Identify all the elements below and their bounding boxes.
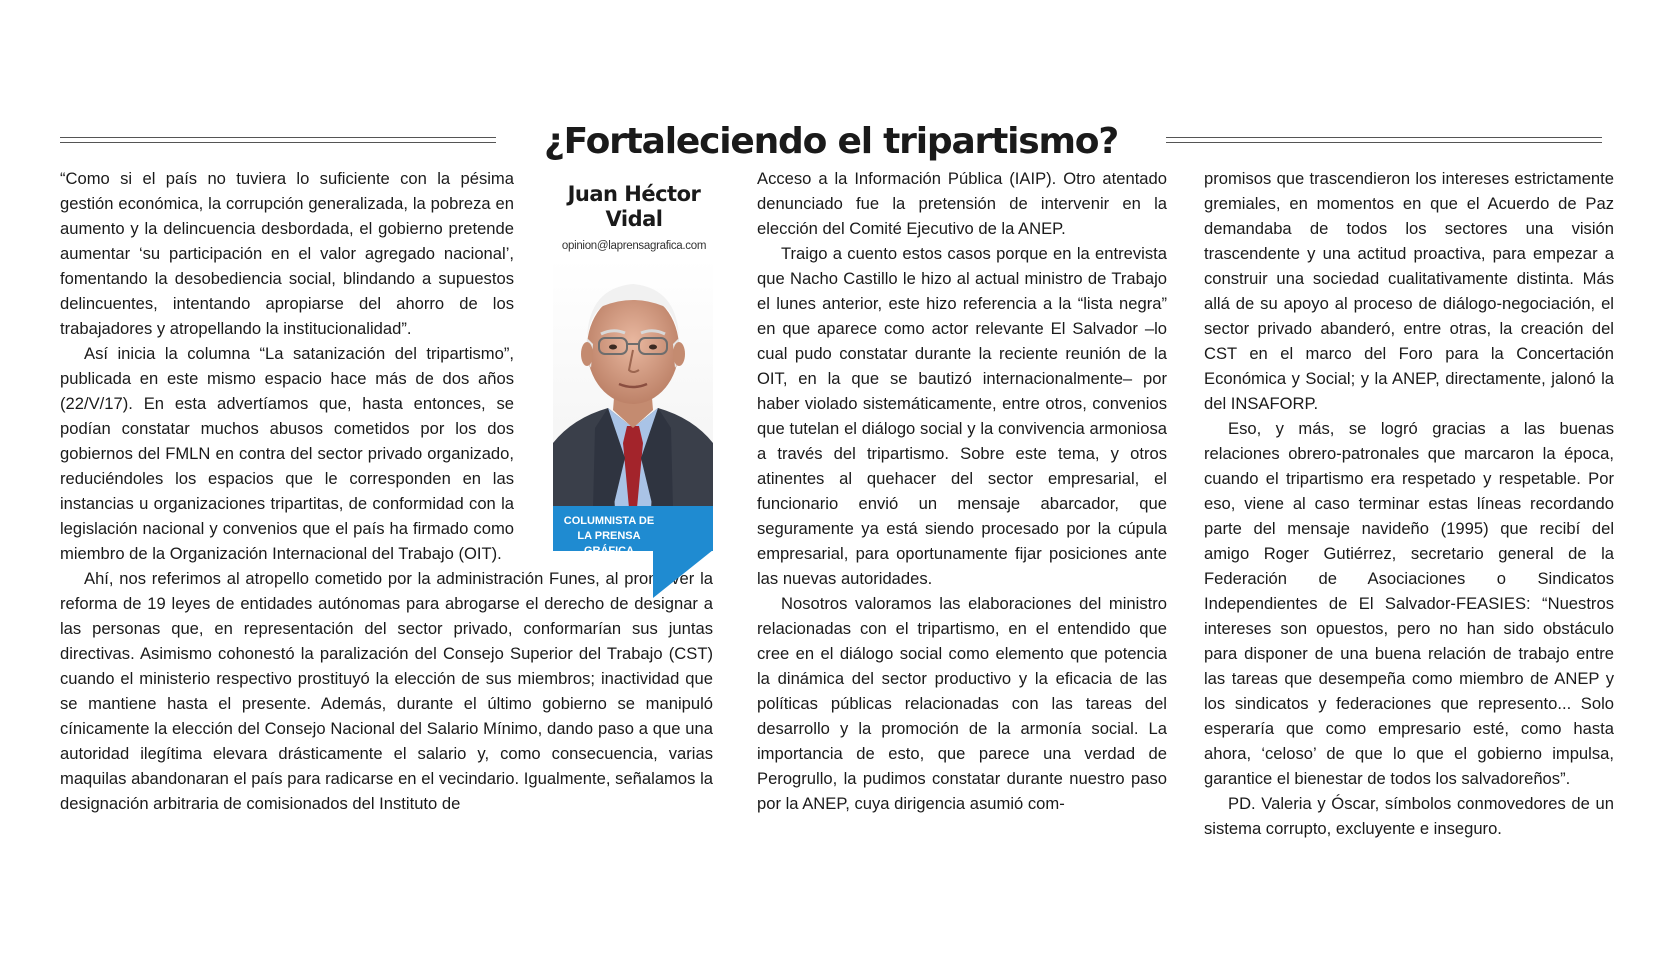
column1-top [60,166,514,566]
column1-paragraph-3: Ahí, nos referimos al atropello cometido por la administración Funes, al promover la reforma de 19 leyes de entidades autónomas para abrogarse el derecho de designar a las personas que, en representación del sector privado, conformarían sus juntas directivas. Asimismo cohonestó la paralización del Consejo Superior del Trabajo (CST) cuando el ministerio respectivo prostituyó la elección de sus miembros; inactividad que se mantiene hasta el presente. Además, durante el último gobierno se manipuló cínicamente la elección del Consejo Nacional del Salario Mínimo, dando paso a que una autoridad ilegítima elevara drásticamente el salario y, como consecuencia, varias maquilas abandonaran el país para radicarse en el vecindario. Igualmente, señalamos la designación arbitraria de comisionados del Instituto de [60,569,713,813]
column1-paragraph-2: Así inicia la columna “La satanización del tripartismo”, publicada en este mismo espacio hace más de dos años (22/V/17). En esta advertíamos que, hasta entonces, se podían constatar muchos abusos cometidos por los dos gobiernos del FMLN en contra del sector privado organizado, reduciéndoles los espacios que le corresponden en las instancias u organizaciones tripartitas, de conformidad con la legislación nacional y convenios que el país ha firmado como miembro de la Organización Internacional del Trabajo (OIT). [60,344,514,563]
headline-row [60,112,1602,172]
author-portrait-illustration [553,258,713,508]
column1-bottom [60,566,713,816]
headline-rule-left [60,137,496,143]
column2-paragraph-1: Acceso a la Información Pública (IAIP). Otro atentado denunciado fue la pretensión de intervenir en la elección del Comité Ejecutivo de la ANEP. [757,169,1167,238]
badge-line1: COLUMNISTA DE [563,515,655,527]
headline: ¿Fortaleciendo el tripartismo? [543,121,1119,162]
column3-paragraph-1: promisos que trascendieron los intereses estrictamente gremiales, en momentos en que el Acuerdo de Paz demandaba de todos los sectores una visión trascendente y una actitud proactiva, para empezar a construir una sociedad cualitativamente distinta. Más allá de su apoyo al proceso de diálogo-negociación, el sector privado abanderó, entre otras, la creación del CST en el marco del Foro para la Concertación Económica y Social; y la ANEP, directamente, jalonó la del INSAFORP. [1204,169,1614,413]
column2-paragraph-3: Nosotros valoramos las elaboraciones del ministro relacionadas con el tripartismo, en el entendido que cree en el diálogo social como elemento que potencia la dinámica del sector productivo y la eficacia de las políticas públicas relacionadas con las tareas del desarrollo y la promoción de la armonía social. La importancia de esto, que parece una verdad de Perogrullo, la pudimos constatar durante nuestro paso por la ANEP, cuya dirigencia asumió com- [757,594,1167,813]
byline [554,182,714,252]
columnist-badge-text [553,514,665,559]
columnist-badge [553,506,713,557]
author-name-line1: Juan Héctor [567,182,701,206]
column3 [1204,166,1614,838]
column1-paragraph-1: “Como si el país no tuviera lo suficiente con la pésima gestión económica, la corrupción generalizada, la pobreza en aumento y la delincuencia desbordada, el gobierno pretende aumentar ‘su participación en el valor agregado nacional’, fomentando la desobediencia social, blindando a supuestos delincuentes, intentando apropiarse del ahorro de los trabajadores y atropellando la institucionalidad”. [60,169,514,338]
column3-paragraph-postscript: PD. Valeria y Óscar, símbolos conmovedores de un sistema corrupto, excluyente e inseguro. [1204,794,1614,838]
column2 [757,166,1167,816]
column3-paragraph-2: Eso, y más, se logró gracias a las buenas relaciones obrero-patronales que marcaron la época, cuando el tripartismo era respetado y respetable. Por eso, viene al caso terminar estas líneas recordando parte del mensaje navideño (1995) que recibí del amigo Roger Gutiérrez, secretario general de la Federación de Asociaciones o Sindicatos Independientes de El Salvador-FEASIES: “Nuestros intereses son opuestos, pero no han sido obstáculo para disponer de una buena relación de trabajo entre las tareas que desempeña como miembro de ANEP y los sindicatos y federaciones que represento... Solo esperaría que como empresario esté, como hasta ahora, ‘celoso’ de que lo que el gobierno impulsa, garantice el bienestar de todos los salvadoreños”. [1204,419,1614,788]
headline-rule-right [1166,137,1602,143]
author-name-line2: Vidal [605,207,663,231]
author-photo [553,258,713,508]
author-email: opinion@laprensagrafica.com [561,240,707,252]
column2-paragraph-2: Traigo a cuento estos casos porque en la entrevista que Nacho Castillo le hizo al actual ministro de Trabajo el lunes anterior, este hizo referencia a la “lista negra” en que aparece como actor relevante El Salvador –lo cual pudo constatar durante la reciente reunión de la OIT, en la que se bautizó internacionalmente– por haber violado sistemáticamente, entre otros, convenios que tutelan el diálogo social y la convivencia armoniosa a través del tripartismo. Sobre este tema, y otros atinentes al quehacer del sector empresarial, el funcionario envió un mensaje abarcador, que seguramente ya está siendo procesado por la cúpula empresarial, para oportunamente fijar posiciones ante las nuevas autoridades. [757,244,1167,588]
badge-tail-shape [653,550,713,598]
badge-line2: LA PRENSA GRÁFICA [577,530,641,557]
